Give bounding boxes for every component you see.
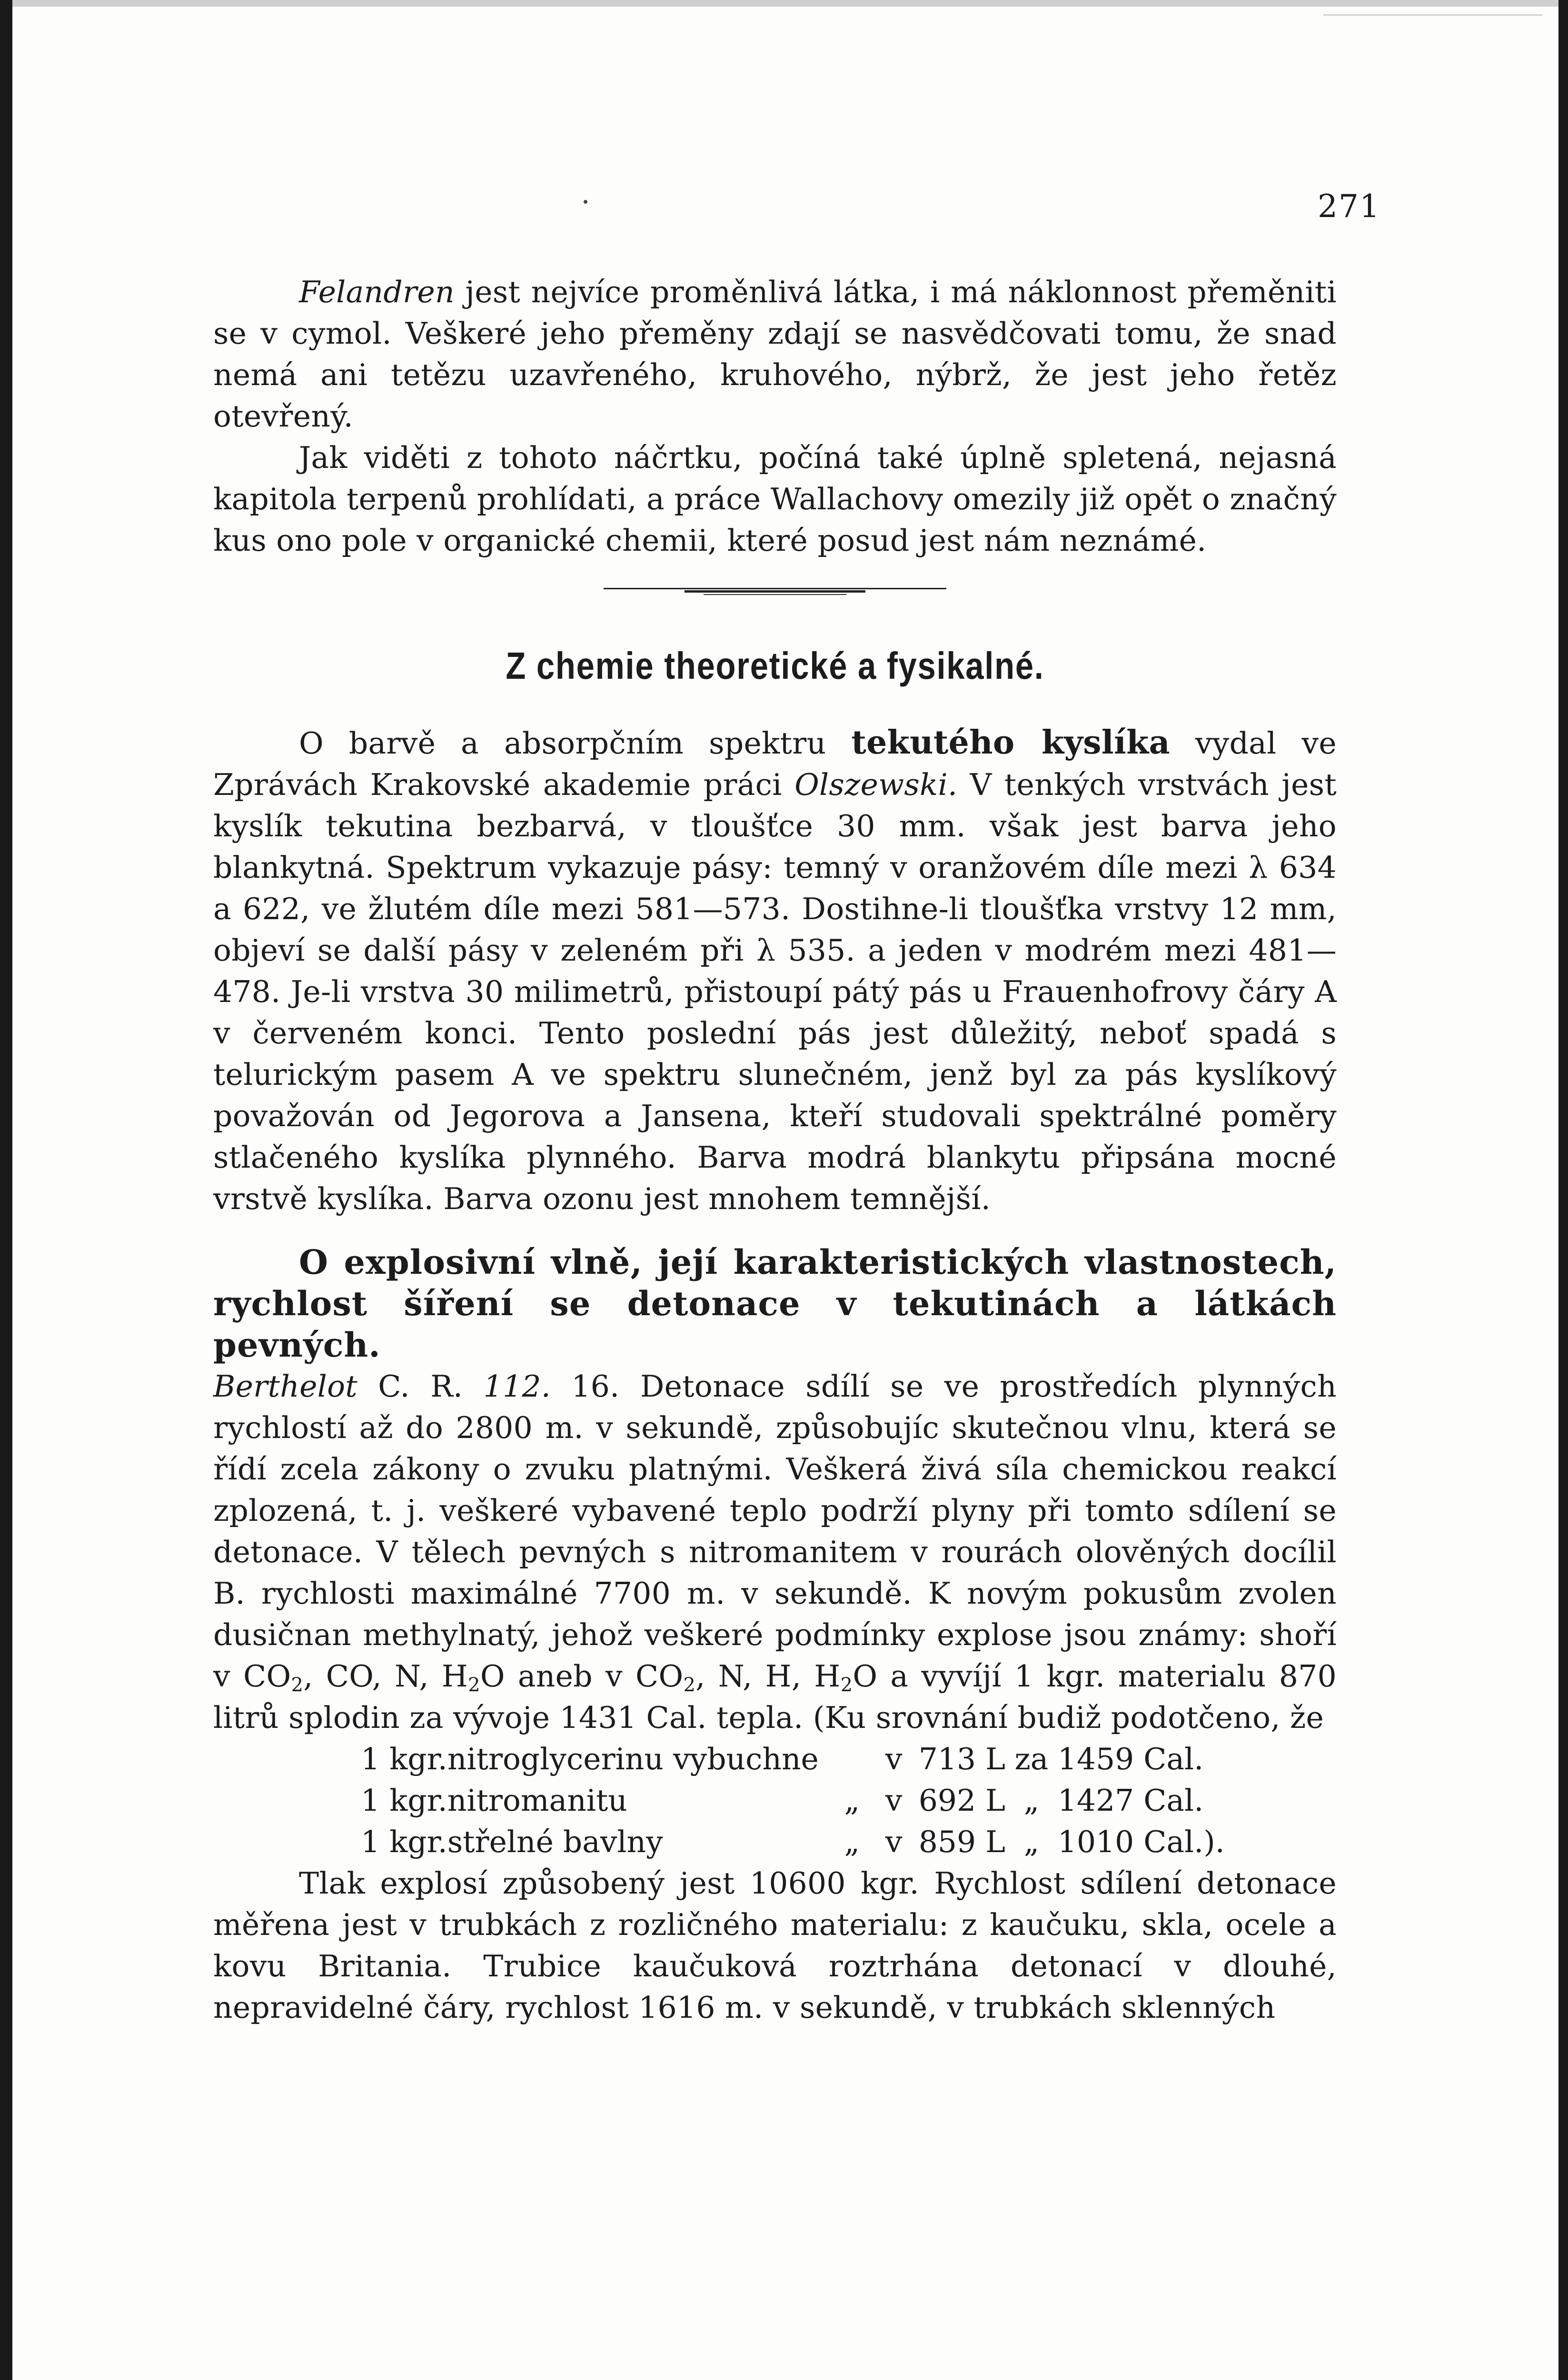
- paragraph-felandren-text: jest nejvíce proměnlivá látka, i má náklonnost přeměniti se v cymol. Veškeré jeho přeměny zdají se nasvědčovati tomu, že snad nemá ani tetězu uzavřeného, kruhového, nýbrž, že jest jeho řetěz otevřený.: [213, 275, 1337, 434]
- explosive-text-c: O aneb v CO: [480, 1659, 684, 1694]
- table-cell-substance: nitroglycerinu vybuchne: [447, 1742, 819, 1776]
- explosives-comparison-table: [361, 1738, 1225, 1863]
- subscript-co2-b: 2: [683, 1674, 696, 1696]
- explosive-text-a: Detonace sdílí se ve prostředích plynných rychlostí až do 2800 m. v sekundě, způsobujíc skutečnou vlnu, která se řídí zcela zákony o zvuku platnými. Veškerá živá síla chemickou reakcí zplozená, t. j. veškeré vybavené teplo podrží plyny při tomto sdílení se detonace. V tělech pevných s nitromanitem v rourách olověných docílil B. rychlosti maximálné 7700 m. v sekundě. K novým pokusům zvolen dusičnan methylnatý, jehož veškeré podmínky explose jsou známy: shoří v CO: [213, 1369, 1337, 1694]
- paragraph-felandren: [213, 271, 1337, 437]
- page-body: [213, 271, 1337, 2028]
- subscript-co2-a: 2: [291, 1674, 304, 1696]
- table-cell-heat: 1459 Cal.: [1057, 1742, 1204, 1776]
- oxygen-lead: O barvě a absorpčním spektru: [299, 726, 852, 761]
- explosive-text-b: , CO, N, H: [303, 1659, 468, 1694]
- table-cell-volume: 859 L: [918, 1825, 1005, 1859]
- explosive-text-d: , N, H, H: [695, 1659, 841, 1694]
- explosive-author: Berthelot: [213, 1369, 357, 1404]
- subscript-h2o-b: 2: [840, 1674, 853, 1696]
- term-felandren: Felandren: [299, 275, 455, 309]
- table-row: [361, 1821, 1225, 1863]
- scan-edge-left: [0, 0, 12, 2380]
- explosive-heading-line1: O explosivní vlně, její karakteristických vlastnostech,: [299, 1242, 1337, 1282]
- table-cell-za: „: [1023, 1783, 1040, 1818]
- explosive-citation: C. R.: [357, 1369, 484, 1404]
- ink-speck: [584, 200, 587, 204]
- scan-edge-right: [1558, 0, 1568, 2380]
- table-cell-volume: 713 L: [918, 1742, 1005, 1776]
- oxygen-author: Olszewski.: [794, 767, 958, 802]
- paragraph-liquid-oxygen: [213, 722, 1337, 1220]
- table-row: [361, 1738, 1225, 1780]
- scan-artifact: [1323, 14, 1542, 111]
- table-cell-volume: 692 L: [918, 1783, 1005, 1818]
- table-cell-qty: 1 kgr.: [361, 1783, 447, 1818]
- table-cell-za: „: [1023, 1825, 1040, 1859]
- table-cell-substance: střelné bavlny: [447, 1825, 663, 1859]
- table-cell-heat: 1427 Cal.: [1057, 1783, 1204, 1818]
- explosive-text-e: O a vyvíjí 1 kgr. materialu 870 litrů splodin za vývoje 1431 Cal. tepla. (Ku srovnání budiž podotčeno, že: [213, 1659, 1337, 1735]
- subscript-h2o-a: 2: [468, 1674, 480, 1696]
- table-cell-qty: 1 kgr.: [361, 1825, 447, 1859]
- table-cell-v: v: [885, 1825, 903, 1859]
- explosive-heading-line2: rychlost šíření se detonace v tekutinách a látkách pevných.: [213, 1284, 1337, 1365]
- scan-edge-top: [0, 0, 1568, 7]
- table-row: [361, 1780, 1225, 1821]
- paragraph-detonation-pressure: Tlak explosí způsobený jest 10600 kgr. Rychlost sdílení detonace měřena jest v trubkách z rozličného materialu: z kaučuku, skla, ocele a kovu Britania. Trubice kaučuková roztrhána detonací v dlouhé, nepravidelné čáry, rychlost 1616 m. v sekundě, v trubkách sklenných: [213, 1866, 1337, 2025]
- table-cell-qty: 1 kgr.: [361, 1742, 447, 1776]
- oxygen-body: V tenkých vrstvách jest kyslík tekutina bezbarvá, v tloušťce 30 mm. však jest barva jeho blankytná. Spektrum vykazuje pásy: temný v oranžovém díle mezi λ 634 a 622, ve žlutém díle mezi 581—573. Dostihne-li tloušťka vrstvy 12 mm, objeví se další pásy v zeleném při λ 535. a jeden v modrém mezi 481—478. Je-li vrstva 30 milimetrů, přistoupí pátý pás u Frauenhofrovy čáry A v červeném konci. Tento poslední pás jest důležitý, neboť spadá s telurickým pasem A ve spektru slunečném, jenž byl za pás kyslíkový považován od Jegorova a Jansena, kteří studovali spektrálné poměry stlačeného kyslíka plynného. Barva modrá blankytu připsána mocné vrstvě kyslíka. Barva ozonu jest mnohem temnější.: [213, 767, 1337, 1216]
- table-cell-v: v: [885, 1783, 903, 1818]
- table-cell-ditto: „: [844, 1783, 860, 1818]
- section-heading: Z chemie theoretické a fysikalné.: [506, 645, 1044, 687]
- table-cell-heat: 1010 Cal.).: [1057, 1825, 1225, 1859]
- divider-line: [604, 588, 946, 589]
- paragraph-explosive-wave: [213, 1366, 1337, 1738]
- table-cell-v: v: [885, 1742, 903, 1776]
- explosive-volume: 112.: [483, 1369, 551, 1404]
- paragraph-terpenes: Jak viděti z tohoto náčrtku, počíná také úplně spletená, nejasná kapitola terpenů prohlídati, a práce Wallachovy omezily již opět o značný kus ono pole v organické chemii, které posud jest nám neznámé.: [213, 440, 1337, 558]
- divider-line-thin: [704, 594, 846, 595]
- explosive-page-ref: 16.: [551, 1369, 620, 1404]
- oxygen-after-topic: vydal ve Zprávách Krakovské akademie práci: [213, 726, 1337, 802]
- table-cell-za: za: [1014, 1742, 1049, 1776]
- divider-line-thick: [685, 590, 865, 593]
- oxygen-topic: tekutého kyslíka: [851, 724, 1170, 762]
- section-divider: [604, 583, 946, 597]
- table-cell-ditto: „: [844, 1825, 860, 1859]
- table-cell-substance: nitromanitu: [447, 1783, 627, 1818]
- page-number: 271: [1318, 188, 1380, 225]
- table-cell-ditto: [819, 1738, 885, 1780]
